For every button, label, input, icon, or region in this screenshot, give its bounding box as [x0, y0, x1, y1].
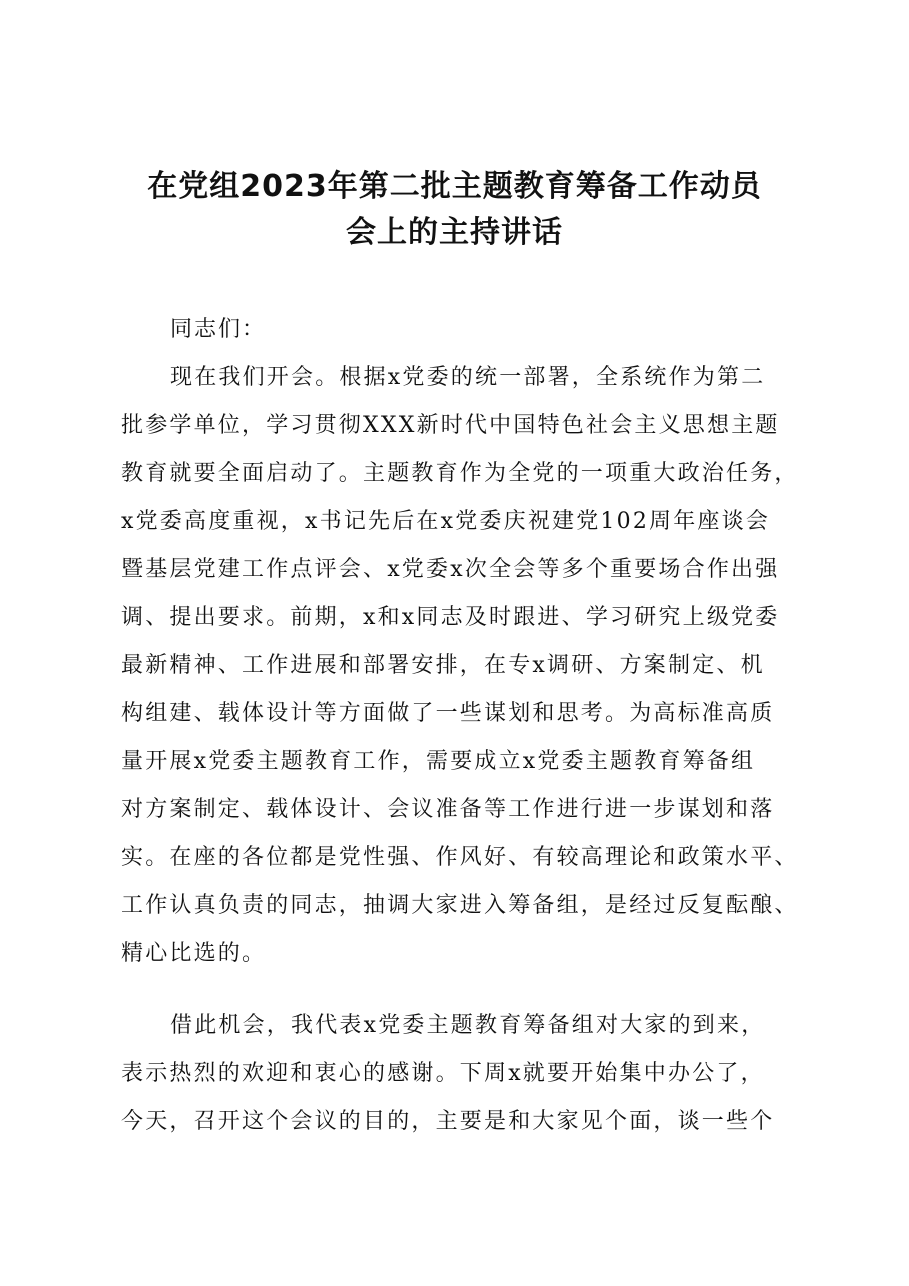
body-line: 实。在座的各位都是党性强、作风好、有较高理论和政策水平、 — [121, 845, 799, 870]
body-line: 工作认真负责的同志，抽调大家进入筹备组，是经过反复酝酿、 — [121, 893, 799, 918]
body-line: 构组建、载体设计等方面做了一些谋划和思考。为高标准高质 — [121, 701, 775, 726]
body-line: 现在我们开会。根据x党委的统一部署，全系统作为第二 — [170, 365, 766, 390]
body-line: 暨基层党建工作点评会、x党委x次全会等多个重要场合作出强 — [121, 557, 780, 582]
body-line: 今天，召开这个会议的目的，主要是和大家见个面，谈一些个 — [121, 1109, 775, 1134]
document-title-line-2: 会上的主持讲话 — [346, 215, 563, 250]
body-line: 量开展x党委主题教育工作，需要成立x党委主题教育筹备组 — [121, 749, 756, 774]
document-title-line-1: 在党组2023年第二批主题教育筹备工作动员 — [147, 169, 762, 204]
body-line: 表示热烈的欢迎和衷心的感谢。下周x就要开始集中办公了， — [121, 1061, 765, 1086]
body-line: 对方案制定、载体设计、会议准备等工作进行进一步谋划和落 — [121, 797, 775, 822]
body-line: 教育就要全面启动了。主题教育作为全党的一项重大政治任务， — [121, 461, 799, 486]
body-line: x党委高度重视，x书记先后在x党委庆祝建党102周年座谈会 — [121, 509, 771, 534]
salutation: 同志们： — [170, 317, 267, 342]
body-line: 精心比选的。 — [121, 941, 267, 966]
body-line: 最新精神、工作进展和部署安排，在专x调研、方案制定、机 — [121, 653, 765, 678]
body-line: 借此机会，我代表x党委主题教育筹备组对大家的到来， — [170, 1013, 766, 1038]
body-line: 批参学单位，学习贯彻XXX新时代中国特色社会主义思想主题 — [121, 413, 780, 438]
body-line: 调、提出要求。前期，x和x同志及时跟进、学习研究上级党委 — [121, 605, 780, 630]
